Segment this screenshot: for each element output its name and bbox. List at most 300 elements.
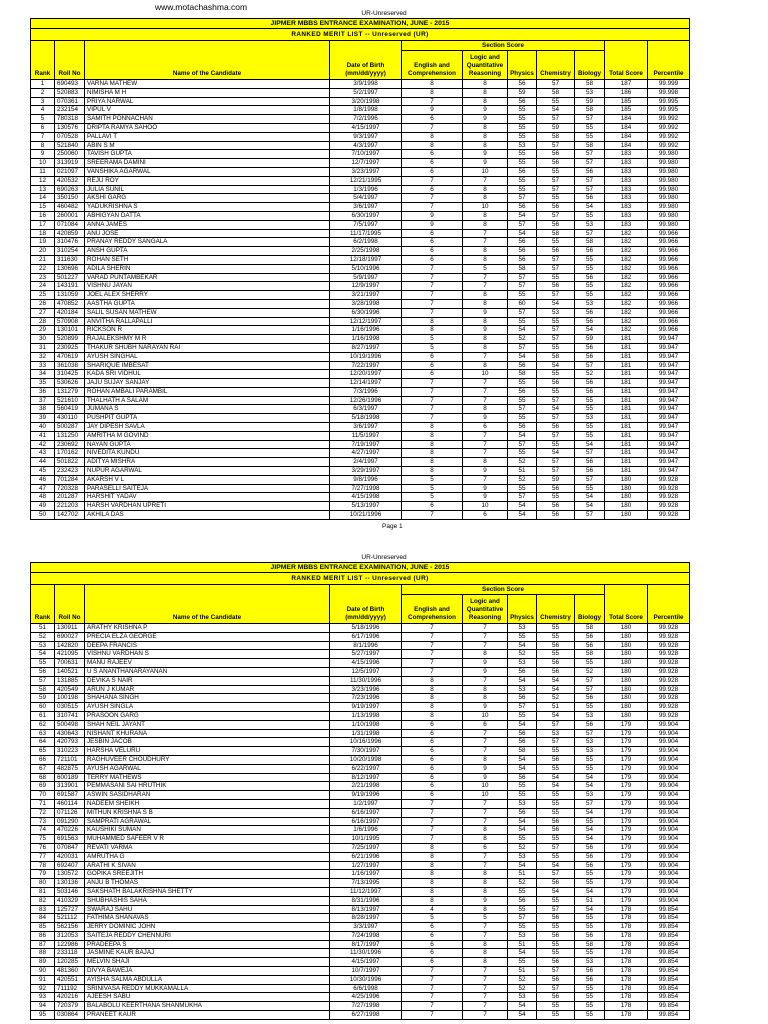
english-score-cell: 8: [402, 897, 463, 906]
physics-score-cell: 55: [508, 906, 537, 915]
chemistry-score-cell: 55: [537, 274, 575, 283]
english-score-cell: 6: [402, 747, 463, 756]
physics-score-cell: 55: [508, 124, 537, 133]
percentile-cell: 99.966: [648, 247, 690, 256]
total-score-cell: 178: [605, 958, 648, 967]
physics-score-cell: 55: [508, 888, 537, 897]
logic-score-cell: 8: [463, 194, 508, 203]
candidate-name-cell: AKARSH V L: [85, 476, 330, 485]
date-of-birth-cell: 1/27/1997: [330, 862, 402, 871]
candidate-name-cell: DEVIKA S NAIR: [85, 677, 330, 686]
logic-score-cell: 7: [463, 388, 508, 397]
candidate-name-cell: TAVISH GUPTA: [85, 150, 330, 159]
total-score-cell: 183: [605, 186, 648, 195]
physics-score-cell: 55: [508, 379, 537, 388]
total-score-cell: 179: [605, 835, 648, 844]
physics-score-cell: 56: [508, 423, 537, 432]
total-score-cell: 181: [605, 397, 648, 406]
percentile-cell: 99.928: [648, 511, 690, 520]
english-score-cell: 6: [402, 362, 463, 371]
logic-score-cell: 6: [463, 721, 508, 730]
percentile-cell: 99.854: [648, 985, 690, 994]
chemistry-score-cell: 56: [537, 159, 575, 168]
chemistry-score-cell: 59: [537, 476, 575, 485]
chemistry-score-cell: 55: [537, 1011, 575, 1020]
total-score-cell: 183: [605, 194, 648, 203]
rank-cell: 7: [31, 133, 55, 142]
table-row: [31, 502, 690, 511]
roll-no-cell: 520883: [55, 89, 85, 98]
rank-cell: 16: [31, 212, 55, 221]
chemistry-score-cell: 55: [537, 791, 575, 800]
candidate-name-cell: VISHNU JAYAN: [85, 282, 330, 291]
total-score-cell: 179: [605, 765, 648, 774]
chemistry-score-cell: 57: [537, 458, 575, 467]
total-score-cell: 181: [605, 458, 648, 467]
english-score-cell: 7: [402, 414, 463, 423]
physics-score-cell: 55: [508, 414, 537, 423]
percentile-cell: 99.928: [648, 476, 690, 485]
physics-score-cell: 56: [508, 256, 537, 265]
physics-score-cell: 54: [508, 326, 537, 335]
english-score-cell: 7: [402, 985, 463, 994]
physics-score-cell: 54: [508, 511, 537, 520]
total-score-cell: 183: [605, 159, 648, 168]
roll-no-cell: 500287: [55, 423, 85, 432]
roll-no-cell: 100198: [55, 694, 85, 703]
logic-score-cell: 9: [463, 703, 508, 712]
table-row: [31, 809, 690, 818]
chemistry-score-cell: 57: [537, 326, 575, 335]
chemistry-score-cell: 55: [537, 747, 575, 756]
rank-cell: 55: [31, 659, 55, 668]
date-of-birth-cell: 7/23/1996: [330, 694, 402, 703]
chemistry-score-cell: 56: [537, 958, 575, 967]
roll-no-cell: 070361: [55, 98, 85, 107]
candidate-name-cell: SHUBHASHIS SAHA: [85, 897, 330, 906]
table-row: [31, 782, 690, 791]
candidate-name-cell: FATHIMA SHANAVAS: [85, 914, 330, 923]
roll-no-cell: 310254: [55, 247, 85, 256]
total-score-cell: 183: [605, 212, 648, 221]
percentile-cell: 99.947: [648, 449, 690, 458]
percentile-cell: 99.966: [648, 274, 690, 283]
physics-score-cell: 57: [508, 405, 537, 414]
roll-no-cell: 131279: [55, 388, 85, 397]
total-score-cell: 182: [605, 247, 648, 256]
logic-score-cell: 7: [463, 397, 508, 406]
chemistry-score-cell: 57: [537, 985, 575, 994]
roll-no-cell: 311630: [55, 256, 85, 265]
table-row: [31, 318, 690, 327]
logic-score-cell: 10: [463, 370, 508, 379]
chemistry-score-cell: 56: [537, 485, 575, 494]
total-score-cell: 184: [605, 124, 648, 133]
rank-cell: 80: [31, 879, 55, 888]
chemistry-score-cell: 55: [537, 493, 575, 502]
table-row: [31, 756, 690, 765]
table-row: [31, 476, 690, 485]
total-score-cell: 178: [605, 1002, 648, 1011]
rank-cell: 18: [31, 230, 55, 239]
date-of-birth-cell: 1/16/1997: [330, 870, 402, 879]
total-score-cell: 179: [605, 826, 648, 835]
english-score-cell: 6: [402, 774, 463, 783]
date-of-birth-cell: 8/13/1997: [330, 906, 402, 915]
rank-cell: 2: [31, 89, 55, 98]
rank-cell: 22: [31, 265, 55, 274]
total-score-cell: 181: [605, 370, 648, 379]
chemistry-score-cell: 55: [537, 800, 575, 809]
candidate-name-cell: SREERAMA DAMINI: [85, 159, 330, 168]
chemistry-score-cell: 54: [537, 862, 575, 871]
physics-score-cell: 55: [508, 712, 537, 721]
total-score-cell: 184: [605, 133, 648, 142]
english-score-cell: 5: [402, 485, 463, 494]
logic-score-cell: 9: [463, 485, 508, 494]
candidate-name-cell: BALABOLU KEERTHANA SHANMUKHA: [85, 1002, 330, 1011]
chemistry-score-cell: 56: [537, 150, 575, 159]
physics-score-cell: 51: [508, 870, 537, 879]
roll-no-cell: 690493: [55, 80, 85, 89]
date-of-birth-cell: 12/20/1997: [330, 370, 402, 379]
biology-score-cell: 56: [575, 721, 605, 730]
english-score-cell: 8: [402, 80, 463, 89]
roll-no-cell: 130136: [55, 879, 85, 888]
percentile-cell: 99.995: [648, 98, 690, 107]
english-score-cell: 8: [402, 449, 463, 458]
logic-score-cell: 7: [463, 677, 508, 686]
total-score-cell: 179: [605, 809, 648, 818]
rank-cell: 72: [31, 809, 55, 818]
chemistry-score-cell: 56: [537, 423, 575, 432]
percentile-cell: 99.854: [648, 941, 690, 950]
section-score-header: Section Score: [402, 41, 605, 51]
roll-no-cell: 361038: [55, 362, 85, 371]
rank-cell: 43: [31, 449, 55, 458]
total-score-cell: 179: [605, 738, 648, 747]
candidate-name-cell: MELVIN SHAJI: [85, 958, 330, 967]
column-header-physics: Physics: [508, 595, 537, 624]
chemistry-score-cell: 54: [537, 782, 575, 791]
percentile-cell: 99.904: [648, 826, 690, 835]
physics-score-cell: 54: [508, 765, 537, 774]
biology-score-cell: 53: [575, 89, 605, 98]
logic-score-cell: 7: [463, 379, 508, 388]
candidate-name-cell: VIPUL V: [85, 106, 330, 115]
biology-score-cell: 53: [575, 221, 605, 230]
roll-no-cell: 120285: [55, 958, 85, 967]
logic-score-cell: 8: [463, 686, 508, 695]
total-score-cell: 179: [605, 782, 648, 791]
chemistry-score-cell: 57: [537, 256, 575, 265]
date-of-birth-cell: 1/10/1998: [330, 721, 402, 730]
table-row: [31, 800, 690, 809]
physics-score-cell: 52: [508, 650, 537, 659]
date-of-birth-cell: 3/3/1997: [330, 923, 402, 932]
chemistry-score-cell: 56: [537, 756, 575, 765]
chemistry-score-cell: 57: [537, 212, 575, 221]
date-of-birth-cell: 3/21/1997: [330, 291, 402, 300]
column-header-chemistry: Chemistry: [537, 595, 575, 624]
date-of-birth-cell: 3/20/1998: [330, 98, 402, 107]
percentile-cell: 99.904: [648, 747, 690, 756]
english-score-cell: 6: [402, 782, 463, 791]
physics-score-cell: 54: [508, 721, 537, 730]
chemistry-score-cell: 56: [537, 879, 575, 888]
section-score-header: Section Score: [402, 585, 605, 595]
chemistry-score-cell: 54: [537, 686, 575, 695]
rank-cell: 93: [31, 993, 55, 1002]
chemistry-score-cell: 56: [537, 914, 575, 923]
rank-cell: 92: [31, 985, 55, 994]
total-score-cell: 179: [605, 897, 648, 906]
percentile-cell: 99.947: [648, 458, 690, 467]
table-row: [31, 353, 690, 362]
chemistry-score-cell: 55: [537, 238, 575, 247]
total-score-cell: 182: [605, 274, 648, 283]
logic-score-cell: 7: [463, 1011, 508, 1020]
site-url-text: www.motachashma.com: [155, 2, 248, 12]
total-score-cell: 181: [605, 432, 648, 441]
logic-score-cell: 8: [463, 694, 508, 703]
chemistry-score-cell: 55: [537, 318, 575, 327]
english-score-cell: 8: [402, 888, 463, 897]
logic-score-cell: 7: [463, 441, 508, 450]
percentile-cell: 99.904: [648, 870, 690, 879]
percentile-cell: 99.966: [648, 300, 690, 309]
roll-no-cell: 250060: [55, 150, 85, 159]
date-of-birth-cell: 8/31/1996: [330, 897, 402, 906]
logic-score-cell: 7: [463, 985, 508, 994]
physics-score-cell: 52: [508, 844, 537, 853]
logic-score-cell: 8: [463, 958, 508, 967]
logic-score-cell: 10: [463, 782, 508, 791]
percentile-cell: 99.904: [648, 782, 690, 791]
biology-score-cell: 56: [575, 844, 605, 853]
rank-cell: 5: [31, 115, 55, 124]
physics-score-cell: 59: [508, 89, 537, 98]
english-score-cell: 7: [402, 291, 463, 300]
rank-cell: 20: [31, 247, 55, 256]
date-of-birth-cell: 8/1/1996: [330, 642, 402, 651]
column-header-percentile: Percentile: [648, 41, 690, 80]
table-row: [31, 159, 690, 168]
english-score-cell: 5: [402, 476, 463, 485]
biology-score-cell: 57: [575, 230, 605, 239]
total-score-cell: 178: [605, 941, 648, 950]
logic-score-cell: 10: [463, 502, 508, 511]
rank-cell: 4: [31, 106, 55, 115]
column-header-total-score: Total Score: [605, 585, 648, 624]
chemistry-score-cell: 55: [537, 194, 575, 203]
candidate-name-cell: JAY DIPESH SAVLA: [85, 423, 330, 432]
roll-no-cell: 470852: [55, 300, 85, 309]
total-score-cell: 179: [605, 721, 648, 730]
roll-no-cell: 230692: [55, 441, 85, 450]
column-header-logic: Logic and Quantitative Reasoning: [463, 595, 508, 624]
total-score-cell: 180: [605, 659, 648, 668]
total-score-cell: 179: [605, 862, 648, 871]
roll-no-cell: 701284: [55, 476, 85, 485]
table-row: [31, 405, 690, 414]
total-score-cell: 181: [605, 405, 648, 414]
date-of-birth-cell: 11/12/1997: [330, 888, 402, 897]
rank-cell: 45: [31, 467, 55, 476]
roll-no-cell: 420793: [55, 738, 85, 747]
chemistry-score-cell: 58: [537, 133, 575, 142]
english-score-cell: 8: [402, 853, 463, 862]
percentile-cell: 99.980: [648, 177, 690, 186]
table-row: [31, 721, 690, 730]
candidate-name-cell: AKHILA DAS: [85, 511, 330, 520]
table-row: [31, 230, 690, 239]
candidate-name-cell: ADITYA MISHRA: [85, 458, 330, 467]
physics-score-cell: 54: [508, 1002, 537, 1011]
candidate-name-cell: VISHNU VARDHAN S: [85, 650, 330, 659]
biology-score-cell: 55: [575, 914, 605, 923]
percentile-cell: 99.947: [648, 344, 690, 353]
rank-cell: 64: [31, 738, 55, 747]
logic-score-cell: 9: [463, 414, 508, 423]
rank-cell: 46: [31, 476, 55, 485]
percentile-cell: 99.904: [648, 765, 690, 774]
logic-score-cell: 9: [463, 326, 508, 335]
rank-cell: 27: [31, 309, 55, 318]
date-of-birth-cell: 4/15/1998: [330, 493, 402, 502]
physics-score-cell: 52: [508, 335, 537, 344]
percentile-cell: 99.966: [648, 230, 690, 239]
chemistry-score-cell: 56: [537, 818, 575, 827]
candidate-name-cell: NAYAN GUPTA: [85, 441, 330, 450]
logic-score-cell: 7: [463, 967, 508, 976]
table-row: [31, 142, 690, 151]
percentile-cell: 99.928: [648, 686, 690, 695]
table-row: [31, 309, 690, 318]
table-row: [31, 344, 690, 353]
english-score-cell: 6: [402, 353, 463, 362]
rank-cell: 14: [31, 194, 55, 203]
biology-score-cell: 51: [575, 897, 605, 906]
biology-score-cell: 55: [575, 949, 605, 958]
biology-score-cell: 58: [575, 80, 605, 89]
rank-cell: 44: [31, 458, 55, 467]
date-of-birth-cell: 7/25/1997: [330, 844, 402, 853]
chemistry-score-cell: 56: [537, 511, 575, 520]
biology-score-cell: 57: [575, 362, 605, 371]
biology-score-cell: 58: [575, 941, 605, 950]
rank-cell: 48: [31, 493, 55, 502]
percentile-cell: 99.904: [648, 721, 690, 730]
percentile-cell: 99.854: [648, 914, 690, 923]
candidate-name-cell: ARATHY KRISHNA P: [85, 624, 330, 633]
date-of-birth-cell: 10/30/1996: [330, 976, 402, 985]
chemistry-score-cell: 55: [537, 168, 575, 177]
biology-score-cell: 57: [575, 511, 605, 520]
total-score-cell: 180: [605, 633, 648, 642]
candidate-name-cell: VARAD PUNTAMBEKAR: [85, 274, 330, 283]
physics-score-cell: 60: [508, 300, 537, 309]
percentile-cell: 99.966: [648, 326, 690, 335]
column-header-rank: Rank: [31, 41, 55, 80]
table-row: [31, 106, 690, 115]
chemistry-score-cell: 57: [537, 721, 575, 730]
rank-cell: 87: [31, 941, 55, 950]
physics-score-cell: 53: [508, 993, 537, 1002]
table-row: [31, 256, 690, 265]
physics-score-cell: 54: [508, 1011, 537, 1020]
candidate-name-cell: ABIN S M: [85, 142, 330, 151]
table-row: [31, 89, 690, 98]
english-score-cell: 8: [402, 432, 463, 441]
candidate-name-cell: HARSHA VELURU: [85, 747, 330, 756]
rank-cell: 11: [31, 168, 55, 177]
date-of-birth-cell: 1/16/1998: [330, 335, 402, 344]
rank-cell: 47: [31, 485, 55, 494]
table-row: [31, 976, 690, 985]
percentile-cell: 99.966: [648, 238, 690, 247]
physics-score-cell: 52: [508, 879, 537, 888]
total-score-cell: 181: [605, 441, 648, 450]
candidate-name-cell: PRIYA NARWAL: [85, 98, 330, 107]
date-of-birth-cell: 6/27/1998: [330, 1011, 402, 1020]
logic-score-cell: 8: [463, 318, 508, 327]
date-of-birth-cell: 3/23/1997: [330, 168, 402, 177]
biology-score-cell: 55: [575, 923, 605, 932]
english-score-cell: 7: [402, 300, 463, 309]
table-row: [31, 115, 690, 124]
table-row: [31, 203, 690, 212]
percentile-cell: 99.966: [648, 256, 690, 265]
roll-no-cell: 130576: [55, 124, 85, 133]
date-of-birth-cell: 11/17/1995: [330, 230, 402, 239]
candidate-name-cell: JASMINE KAUR BAJAJ: [85, 949, 330, 958]
english-score-cell: 8: [402, 441, 463, 450]
table-row: [31, 388, 690, 397]
chemistry-score-cell: 54: [537, 362, 575, 371]
english-score-cell: 9: [402, 106, 463, 115]
biology-score-cell: 56: [575, 467, 605, 476]
table-row: [31, 985, 690, 994]
rank-cell: 36: [31, 388, 55, 397]
table-row: [31, 335, 690, 344]
table-row: [31, 326, 690, 335]
rank-cell: 28: [31, 318, 55, 327]
percentile-cell: 99.904: [648, 844, 690, 853]
table-row: [31, 765, 690, 774]
roll-no-cell: 420551: [55, 976, 85, 985]
roll-no-cell: 530626: [55, 379, 85, 388]
table-row: [31, 835, 690, 844]
rank-cell: 76: [31, 844, 55, 853]
percentile-cell: 99.992: [648, 142, 690, 151]
roll-no-cell: 430643: [55, 730, 85, 739]
column-header-row: [30, 585, 690, 624]
candidate-name-cell: SHAH NEIL JAYANT: [85, 721, 330, 730]
physics-score-cell: 55: [508, 186, 537, 195]
english-score-cell: 7: [402, 976, 463, 985]
candidate-name-cell: SHARIQUE IMBESAT: [85, 362, 330, 371]
logic-score-cell: 7: [463, 282, 508, 291]
physics-score-cell: 53: [508, 624, 537, 633]
english-score-cell: 8: [402, 89, 463, 98]
total-score-cell: 180: [605, 476, 648, 485]
logic-score-cell: 8: [463, 405, 508, 414]
column-header-logic: Logic and Quantitative Reasoning: [463, 51, 508, 80]
table-row: [31, 967, 690, 976]
candidate-name-cell: ARATHI K SIVAN: [85, 862, 330, 871]
logic-score-cell: 7: [463, 923, 508, 932]
